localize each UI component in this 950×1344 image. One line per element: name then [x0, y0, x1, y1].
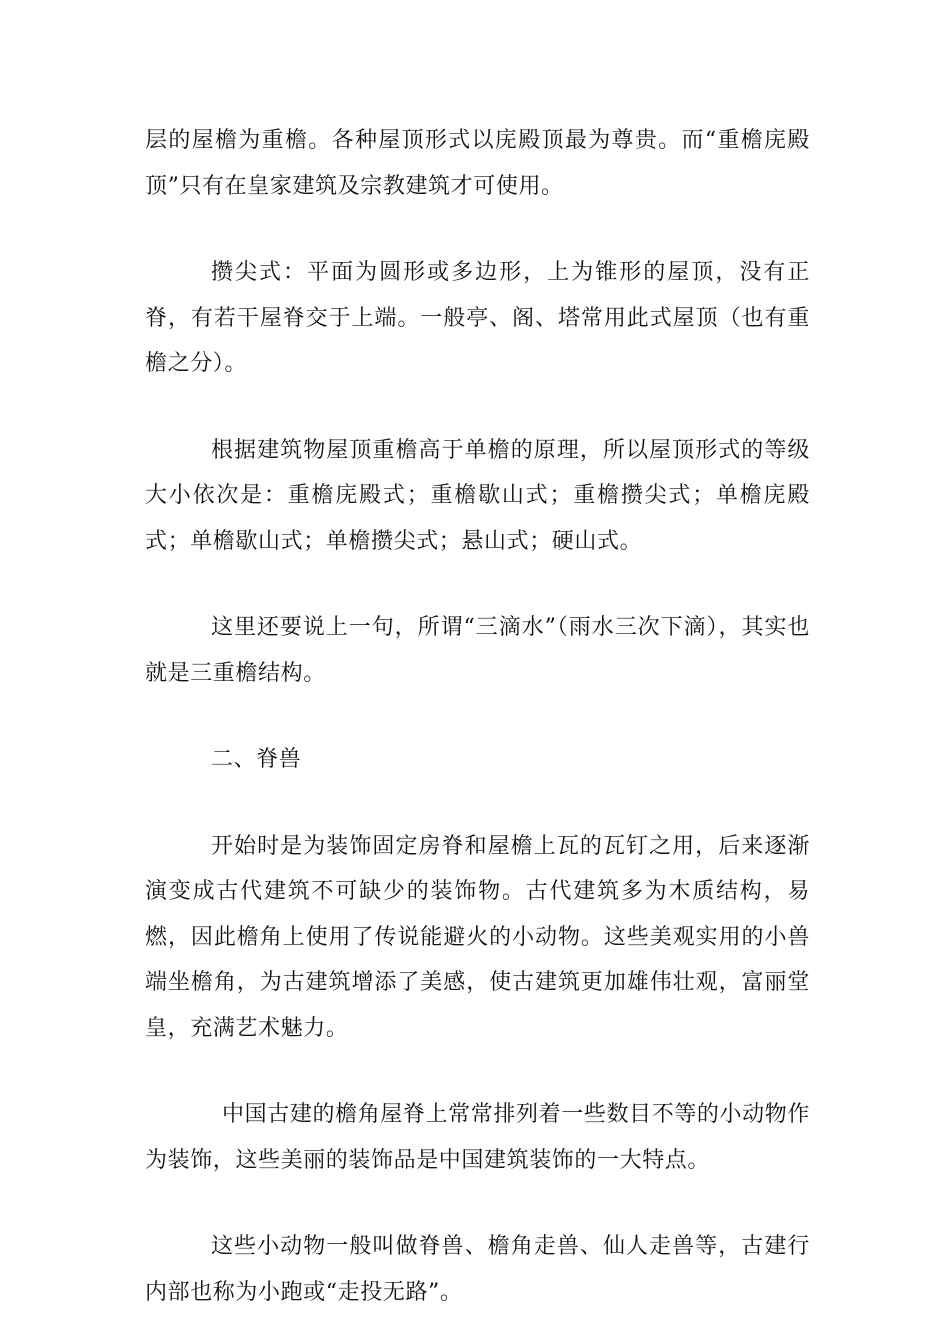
document-body — [145, 118, 810, 1315]
paragraph-roof-ranking: 根据建筑物屋顶重檐高于单檐的原理，所以屋顶形式的等级大小依次是：重檐庑殿式；重檐歇山式；重檐攒尖式；单檐庑殿式；单檐歇山式；单檐攒尖式；悬山式；硬山式。 — [145, 437, 810, 554]
paragraph-three-drips: 这里还要说上一句，所谓“三滴水”（雨水三次下滴），其实也就是三重檐结构。 — [145, 615, 810, 686]
paragraph-ridge-beasts-origin: 开始时是为装饰固定房脊和屋檐上瓦的瓦钉之用，后来逐渐演变成古代建筑不可缺少的装饰物。古代建筑多为木质结构，易燃，因此檐角上使用了传说能避火的小动物。这些美观实用的小兽端坐檐角，为古建筑增添了美感，使古建筑更加雄伟壮观，富丽堂皇，充满艺术魅力。 — [145, 833, 810, 1041]
paragraph-ridge-beasts-decoration: 中国古建的檐角屋脊上常常排列着一些数目不等的小动物作为装饰，这些美丽的装饰品是中国建筑装饰的一大特点。 — [145, 1102, 810, 1173]
paragraph-roof-eaves: 层的屋檐为重檐。各种屋顶形式以庑殿顶最为尊贵。而“重檐庑殿顶”只有在皇家建筑及宗教建筑才可使用。 — [145, 128, 810, 199]
paragraph-ridge-beasts-names: 这些小动物一般叫做脊兽、檐角走兽、仙人走兽等，古建行内部也称为小跑或“走投无路”。 — [145, 1234, 810, 1305]
paragraph-pyramidal-roof: 攒尖式：平面为圆形或多边形，上为锥形的屋顶，没有正脊，有若干屋脊交于上端。一般亭、阁、塔常用此式屋顶（也有重檐之分）。 — [145, 260, 810, 376]
section-heading-ridge-beasts: 二、脊兽 — [211, 747, 302, 772]
